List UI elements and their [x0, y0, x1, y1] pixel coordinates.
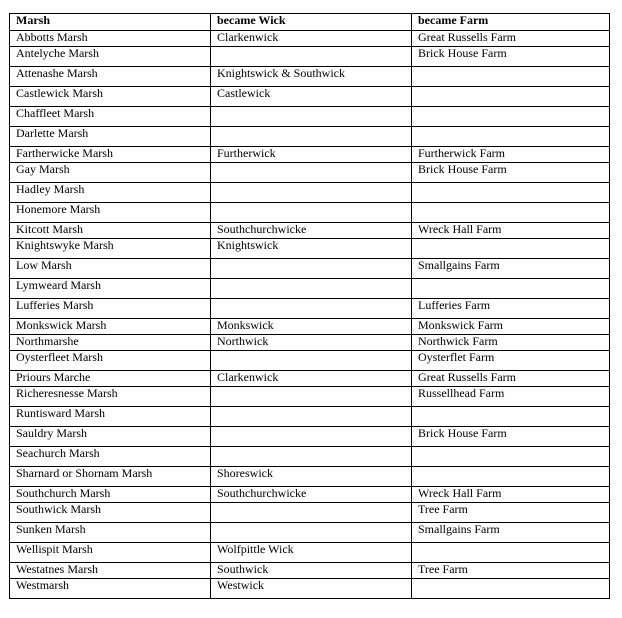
marsh-cell: Sauldry Marsh	[10, 427, 211, 447]
table-row	[10, 447, 610, 467]
became-farm-cell: Monkswick Farm	[412, 319, 610, 335]
table-row	[10, 183, 610, 203]
table-row	[10, 467, 610, 487]
marsh-cell: Honemore Marsh	[10, 203, 211, 223]
table-row	[10, 543, 610, 563]
table-row	[10, 299, 610, 319]
became-farm-cell: Brick House Farm	[412, 163, 610, 183]
table-row	[10, 563, 610, 579]
table-row	[10, 87, 610, 107]
became-farm-cell	[412, 203, 610, 223]
table-row	[10, 427, 610, 447]
became-farm-cell: Wreck Hall Farm	[412, 223, 610, 239]
table-row	[10, 31, 610, 47]
became-wick-cell	[211, 163, 412, 183]
table-body	[10, 31, 610, 599]
became-wick-cell	[211, 47, 412, 67]
became-farm-cell: Furtherwick Farm	[412, 147, 610, 163]
marsh-cell: Monkswick Marsh	[10, 319, 211, 335]
marsh-cell: Northmarshe	[10, 335, 211, 351]
became-farm-cell: Brick House Farm	[412, 47, 610, 67]
marsh-cell: Priours Marche	[10, 371, 211, 387]
marsh-cell: Kitcott Marsh	[10, 223, 211, 239]
marsh-cell: Castlewick Marsh	[10, 87, 211, 107]
table-row	[10, 387, 610, 407]
marsh-cell: Runtisward Marsh	[10, 407, 211, 427]
became-farm-cell	[412, 183, 610, 203]
became-farm-cell: Smallgains Farm	[412, 523, 610, 543]
became-wick-cell: Clarkenwick	[211, 371, 412, 387]
table-row	[10, 371, 610, 387]
header-marsh: Marsh	[10, 14, 211, 31]
became-farm-cell	[412, 447, 610, 467]
became-farm-cell	[412, 279, 610, 299]
marsh-cell: Southchurch Marsh	[10, 487, 211, 503]
marsh-cell: Seachurch Marsh	[10, 447, 211, 467]
became-wick-cell	[211, 387, 412, 407]
marsh-cell: Sunken Marsh	[10, 523, 211, 543]
marsh-cell: Gay Marsh	[10, 163, 211, 183]
marsh-cell: Darlette Marsh	[10, 127, 211, 147]
became-farm-cell: Tree Farm	[412, 503, 610, 523]
became-wick-cell	[211, 351, 412, 371]
marsh-cell: Abbotts Marsh	[10, 31, 211, 47]
marsh-cell: Low Marsh	[10, 259, 211, 279]
became-farm-cell: Oysterflet Farm	[412, 351, 610, 371]
became-wick-cell: Wolfpittle Wick	[211, 543, 412, 563]
table-row	[10, 259, 610, 279]
became-wick-cell: Southchurchwicke	[211, 487, 412, 503]
table-row	[10, 47, 610, 67]
became-farm-cell	[412, 127, 610, 147]
became-wick-cell: Furtherwick	[211, 147, 412, 163]
became-farm-cell: Lufferies Farm	[412, 299, 610, 319]
header-row	[10, 14, 610, 31]
became-farm-cell	[412, 107, 610, 127]
table-row	[10, 579, 610, 599]
marsh-cell: Fartherwicke Marsh	[10, 147, 211, 163]
became-wick-cell	[211, 503, 412, 523]
table-row	[10, 203, 610, 223]
marsh-cell: Attenashe Marsh	[10, 67, 211, 87]
became-wick-cell: Monkswick	[211, 319, 412, 335]
became-farm-cell: Great Russells Farm	[412, 31, 610, 47]
became-wick-cell	[211, 279, 412, 299]
became-wick-cell: Knightswick & Southwick	[211, 67, 412, 87]
became-wick-cell	[211, 127, 412, 147]
became-farm-cell: Great Russells Farm	[412, 371, 610, 387]
became-wick-cell	[211, 447, 412, 467]
marsh-cell: Oysterfleet Marsh	[10, 351, 211, 371]
became-wick-cell: Castlewick	[211, 87, 412, 107]
became-wick-cell	[211, 183, 412, 203]
table-row	[10, 335, 610, 351]
table-row	[10, 487, 610, 503]
became-wick-cell	[211, 523, 412, 543]
marsh-cell: Antelyche Marsh	[10, 47, 211, 67]
marsh-cell: Sharnard or Shornam Marsh	[10, 467, 211, 487]
table-row	[10, 67, 610, 87]
became-wick-cell: Clarkenwick	[211, 31, 412, 47]
became-farm-cell: Russellhead Farm	[412, 387, 610, 407]
table-row	[10, 163, 610, 183]
table-row	[10, 503, 610, 523]
became-farm-cell	[412, 467, 610, 487]
became-farm-cell	[412, 543, 610, 563]
table-row	[10, 279, 610, 299]
marsh-cell: Hadley Marsh	[10, 183, 211, 203]
marsh-cell: Chaffleet Marsh	[10, 107, 211, 127]
marsh-cell: Westatnes Marsh	[10, 563, 211, 579]
table-row	[10, 127, 610, 147]
marsh-cell: Lymweard Marsh	[10, 279, 211, 299]
header-became-wick: became Wick	[211, 14, 412, 31]
table-row	[10, 107, 610, 127]
marsh-cell: Knightswyke Marsh	[10, 239, 211, 259]
became-farm-cell	[412, 579, 610, 599]
became-wick-cell	[211, 203, 412, 223]
became-wick-cell	[211, 259, 412, 279]
marsh-cell: Westmarsh	[10, 579, 211, 599]
became-farm-cell: Brick House Farm	[412, 427, 610, 447]
table-row	[10, 407, 610, 427]
became-farm-cell	[412, 239, 610, 259]
became-wick-cell	[211, 427, 412, 447]
marsh-cell: Richeresnesse Marsh	[10, 387, 211, 407]
became-farm-cell: Tree Farm	[412, 563, 610, 579]
became-wick-cell	[211, 407, 412, 427]
table-row	[10, 147, 610, 163]
became-wick-cell: Shoreswick	[211, 467, 412, 487]
became-farm-cell: Smallgains Farm	[412, 259, 610, 279]
became-wick-cell: Westwick	[211, 579, 412, 599]
became-farm-cell	[412, 407, 610, 427]
marsh-table	[9, 13, 610, 599]
table-row	[10, 239, 610, 259]
table-row	[10, 351, 610, 371]
became-wick-cell: Knightswick	[211, 239, 412, 259]
became-farm-cell: Northwick Farm	[412, 335, 610, 351]
table-row	[10, 523, 610, 543]
became-farm-cell	[412, 87, 610, 107]
became-wick-cell: Northwick	[211, 335, 412, 351]
marsh-cell: Wellispit Marsh	[10, 543, 211, 563]
became-wick-cell: Southwick	[211, 563, 412, 579]
marsh-cell: Southwick Marsh	[10, 503, 211, 523]
became-wick-cell	[211, 107, 412, 127]
table-row	[10, 223, 610, 239]
became-farm-cell: Wreck Hall Farm	[412, 487, 610, 503]
header-became-farm: became Farm	[412, 14, 610, 31]
became-wick-cell	[211, 299, 412, 319]
became-farm-cell	[412, 67, 610, 87]
marsh-cell: Lufferies Marsh	[10, 299, 211, 319]
became-wick-cell: Southchurchwicke	[211, 223, 412, 239]
table-row	[10, 319, 610, 335]
